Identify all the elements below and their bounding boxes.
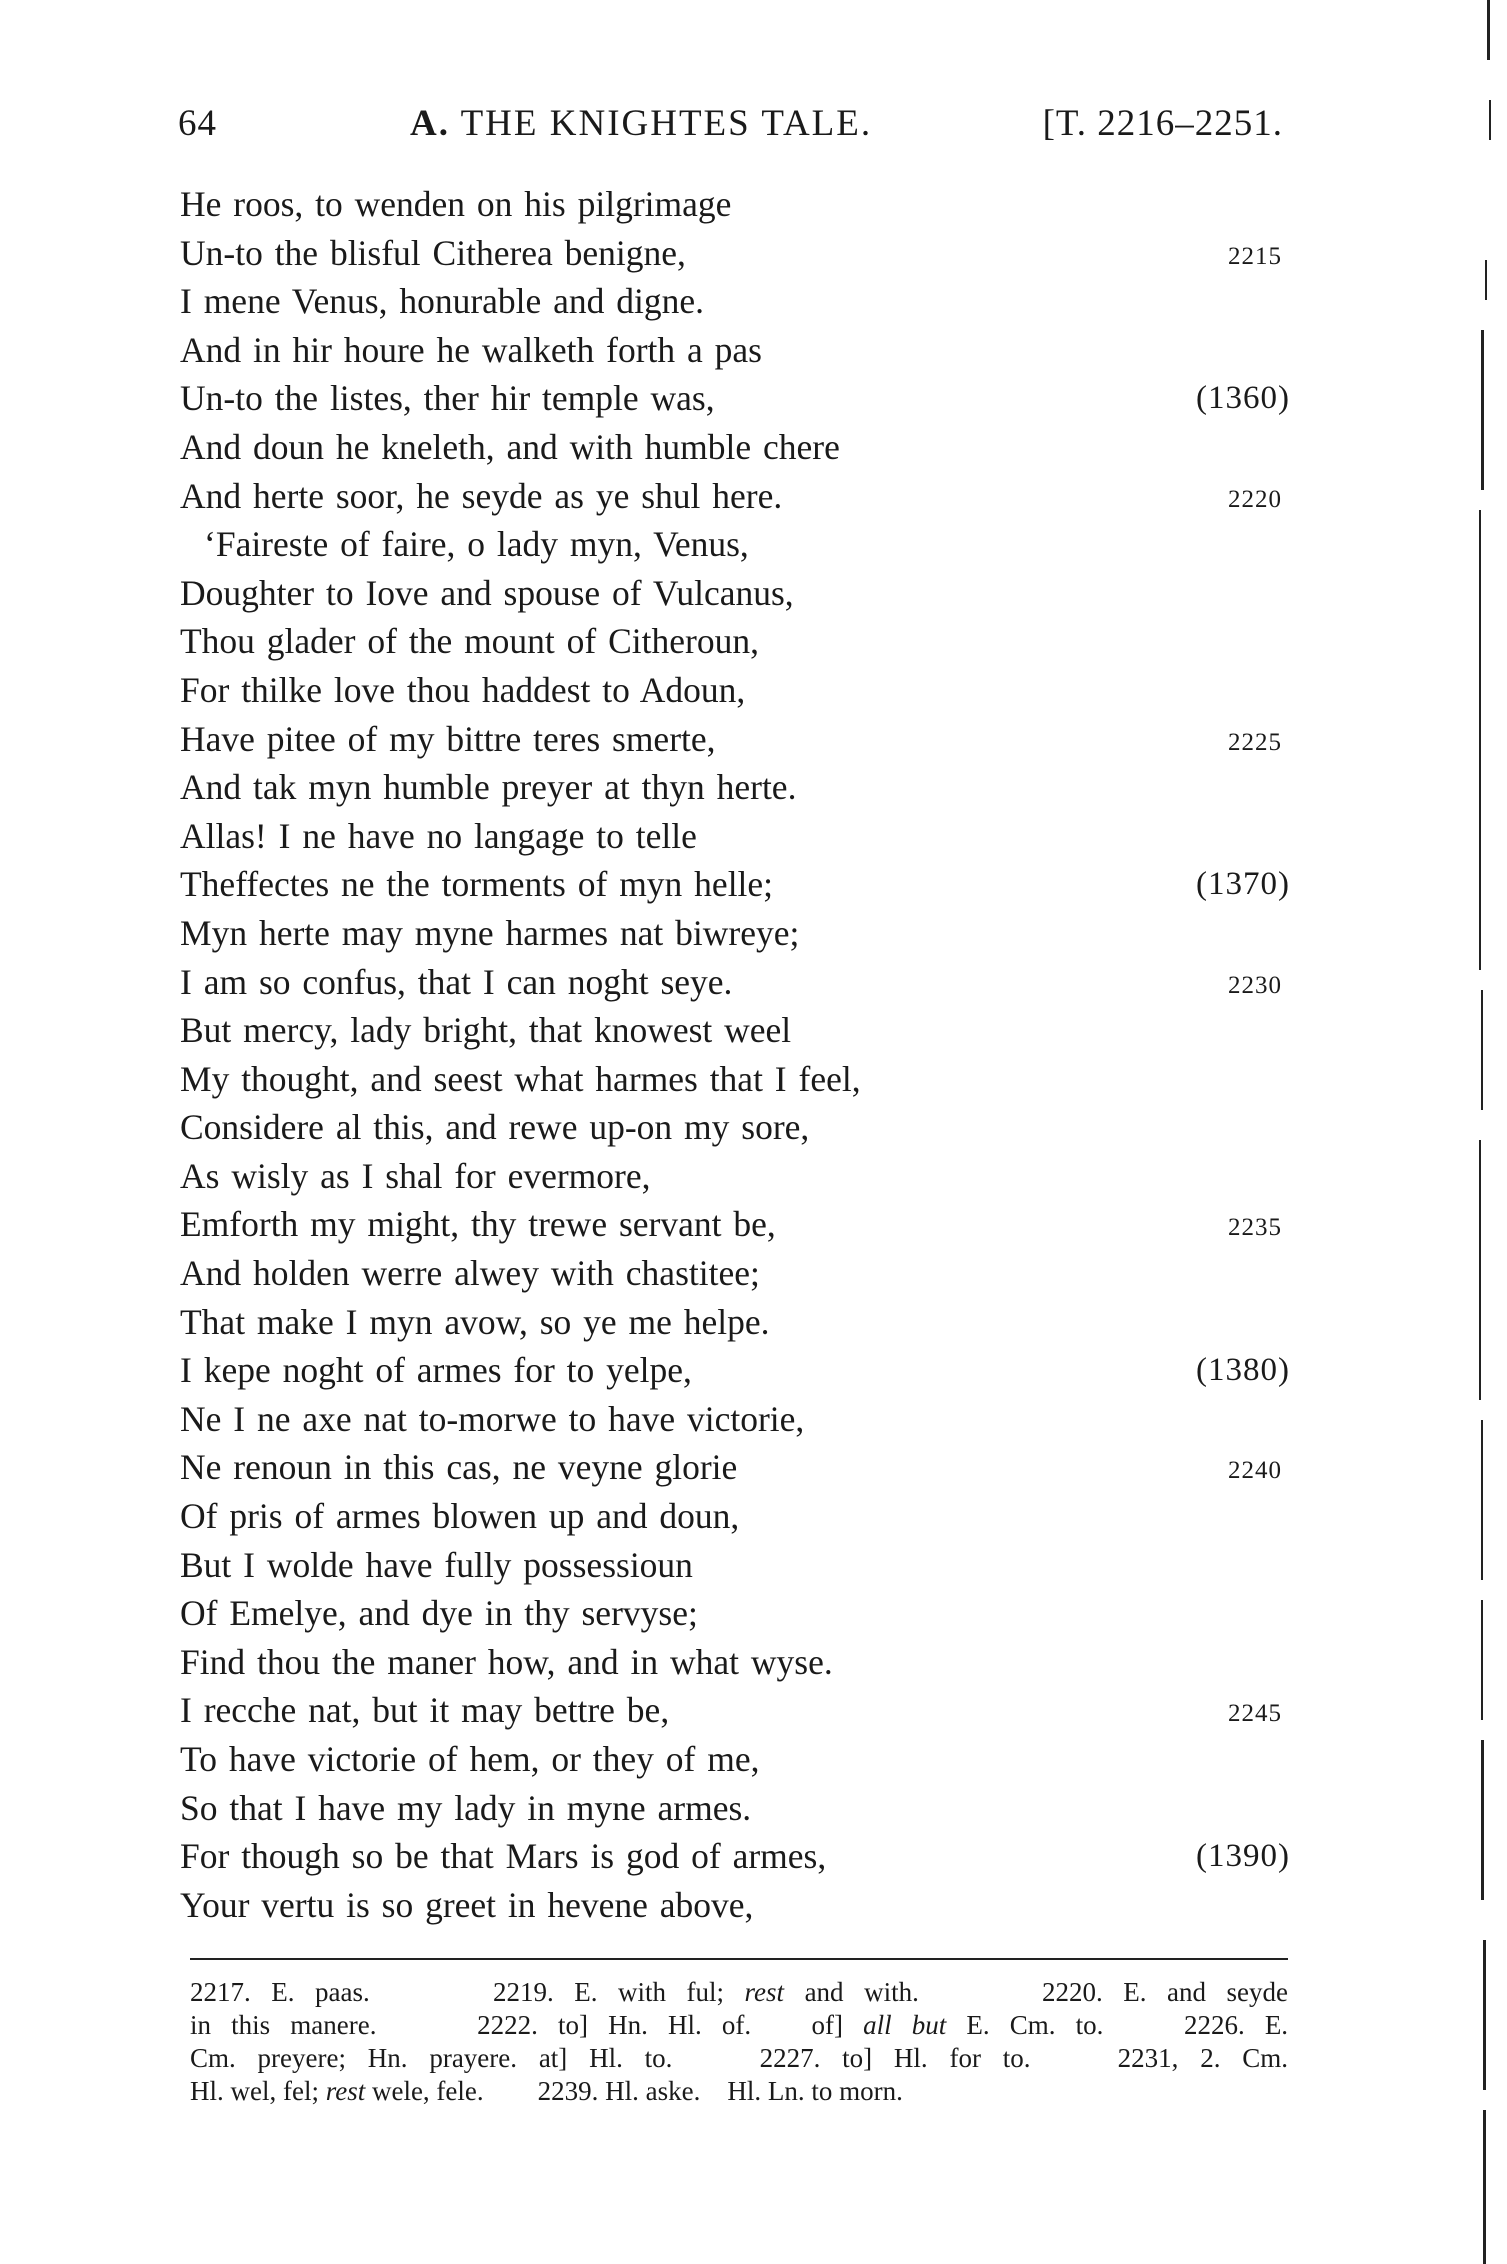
verse-line-text: Have pitee of my bittre teres smerte, (180, 718, 716, 759)
line-range: [T. 2216–2251. (1042, 103, 1283, 144)
verse-line (180, 958, 1290, 1007)
verse-line-text: That make I myn avow, so ye me helpe. (180, 1301, 770, 1342)
fragment-letter: A. (410, 103, 450, 144)
verse-line-text: As wisly as I shal for evermore, (180, 1155, 651, 1196)
verse-line-text: Ne renoun in this cas, ne veyne glorie (180, 1447, 738, 1488)
verse-line-text: He roos, to wenden on his pilgrimage (180, 184, 732, 224)
verse-line (180, 1298, 1290, 1347)
page-number: 64 (178, 103, 217, 144)
note-text: 2219. E. with ful; (492, 1977, 725, 2007)
verse-line-text: Considere al this, and rewe up-on my sore, (180, 1107, 810, 1148)
verse-line-text: I mene Venus, honurable and digne. (180, 281, 705, 322)
binding-edge (1467, 0, 1507, 2264)
line-number: 2245 (1228, 1700, 1282, 1728)
verse-line-text: But mercy, lady bright, that knowest weel (180, 1010, 792, 1051)
verse-line (180, 423, 1290, 472)
note-italic: all but (863, 2010, 947, 2040)
verse-line-text: And doun he kneleth, and with humble chere (180, 426, 840, 467)
verse-line (180, 763, 1290, 812)
verse-line (180, 860, 1290, 909)
verse-line (180, 1055, 1290, 1104)
line-number: 2215 (1228, 242, 1282, 270)
note-text: 2220. E. and seyde (1042, 1977, 1289, 2007)
verse-line-text: Emforth my might, thy trewe servant be, (180, 1204, 776, 1245)
note-text: Hl. wel, fel; (190, 2076, 319, 2106)
page-title (410, 102, 872, 145)
verse-line-text: Of pris of armes blowen up and doun, (180, 1496, 740, 1537)
verse-line (180, 1832, 1290, 1881)
verse-line (180, 472, 1290, 521)
verse-line (180, 374, 1290, 423)
verse-line-text: Thou glader of the mount of Citheroun, (180, 621, 759, 662)
verse-line-text: I recche nat, but it may bettre be, (180, 1690, 670, 1731)
verse-line (180, 1152, 1290, 1201)
note-text: 2226. E. (1183, 2010, 1289, 2040)
verse-line (180, 1346, 1290, 1395)
verse-line-text: To have victorie of hem, or they of me, (180, 1739, 760, 1779)
alt-line-number: (1380) (1196, 1352, 1290, 1389)
note-italic: rest (744, 1977, 785, 2007)
verse-line-text: And herte soor, he seyde as ye shul here. (180, 475, 783, 516)
verse-line (180, 1200, 1290, 1249)
verse-line (180, 1492, 1290, 1541)
verse-text (180, 180, 1290, 1929)
verse-line (180, 1881, 1290, 1930)
verse-line (180, 569, 1290, 618)
footnote-rule (190, 1958, 1288, 1960)
verse-line (180, 1589, 1290, 1638)
note-text: at] Hl. to. (538, 2043, 673, 2073)
verse-line-text: Un-to the blisful Citherea benigne, (180, 232, 686, 273)
verse-line (180, 1638, 1290, 1687)
verse-line-text: And holden werre alwey with chastitee; (180, 1253, 760, 1294)
alt-line-number: (1360) (1196, 380, 1290, 417)
alt-line-number: (1370) (1196, 866, 1290, 903)
tale-title: THE KNIGHTES TALE. (460, 103, 873, 144)
line-number: 2230 (1228, 971, 1282, 999)
note-text: Cm. preyere; Hn. prayere. (190, 2043, 518, 2073)
note-text: 2227. to] Hl. for to. (759, 2043, 1031, 2073)
alt-line-number: (1390) (1196, 1838, 1290, 1875)
line-number: 2235 (1228, 1214, 1282, 1242)
footnotes (190, 1976, 1288, 2108)
verse-line (180, 1784, 1290, 1833)
verse-line (180, 229, 1290, 278)
note-text: and with. (804, 1977, 919, 2007)
note-italic: rest (325, 2076, 366, 2106)
verse-line-text: My thought, and seest what harmes that I feel, (180, 1058, 861, 1099)
verse-line (180, 520, 1290, 569)
footnote-line (190, 2009, 1288, 2042)
verse-line-text: I am so confus, that I can noght seye. (180, 961, 733, 1002)
footnote-line (190, 2075, 1288, 2108)
verse-line (180, 812, 1290, 861)
line-number: 2240 (1228, 1457, 1282, 1485)
verse-line-text: ‘Faireste of faire, o lady myn, Venus, (204, 524, 749, 565)
verse-line (180, 1686, 1290, 1735)
note-text: in this manere. (190, 2010, 377, 2040)
running-header (178, 102, 1283, 152)
verse-line (180, 1249, 1290, 1298)
note-text: 2217. E. paas. (190, 1977, 370, 2007)
verse-line-text: Of Emelye, and dye in thy servyse; (180, 1593, 698, 1634)
verse-line (180, 1395, 1290, 1444)
line-number: 2220 (1228, 485, 1282, 513)
verse-line-text: For though so be that Mars is god of armes, (180, 1836, 827, 1877)
verse-line-text: Find thou the maner how, and in what wyse. (180, 1641, 833, 1682)
verse-line-text: So that I have my lady in myne armes. (180, 1787, 752, 1828)
verse-line (180, 666, 1290, 715)
note-text: Hl. Ln. to morn. (727, 2076, 903, 2106)
verse-line-text: Myn herte may myne harmes nat biwreye; (180, 912, 800, 953)
verse-line (180, 1103, 1290, 1152)
line-number: 2225 (1228, 728, 1282, 756)
verse-line-text: Theffectes ne the torments of myn helle; (180, 864, 774, 905)
verse-line (180, 1006, 1290, 1055)
note-text: 2231, 2. Cm. (1117, 2043, 1289, 2073)
verse-line-text: Your vertu is so greet in hevene above, (180, 1884, 754, 1925)
verse-line-text: Un-to the listes, ther hir temple was, (180, 378, 715, 419)
verse-line-text: And in hir houre he walketh forth a pas (180, 329, 762, 370)
verse-line-text: For thilke love thou haddest to Adoun, (180, 669, 746, 710)
note-text: 2239. Hl. aske. (537, 2076, 701, 2106)
verse-line-text: And tak myn humble preyer at thyn herte. (180, 767, 797, 808)
verse-line-text: I kepe noght of armes for to yelpe, (180, 1350, 692, 1391)
verse-line-text: Allas! I ne have no langage to telle (180, 815, 697, 856)
verse-line (180, 326, 1290, 375)
verse-line (180, 1541, 1290, 1590)
verse-line (180, 909, 1290, 958)
footnote-line (190, 1976, 1288, 2009)
verse-line-text: Doughter to Iove and spouse of Vulcanus, (180, 572, 794, 613)
note-text: E. Cm. to. (966, 2010, 1104, 2040)
verse-line (180, 180, 1290, 229)
verse-line (180, 715, 1290, 764)
note-text: of] (811, 2010, 843, 2040)
verse-line (180, 1443, 1290, 1492)
footnote-line (190, 2042, 1288, 2075)
note-text: 2222. to] Hn. Hl. of. (477, 2010, 752, 2040)
note-text: wele, fele. (371, 2076, 484, 2106)
verse-line-text: Ne I ne axe nat to-morwe to have victorie, (180, 1398, 805, 1439)
verse-line (180, 277, 1290, 326)
verse-line (180, 1735, 1290, 1784)
verse-line (180, 617, 1290, 666)
verse-line-text: But I wolde have fully possessioun (180, 1544, 693, 1585)
